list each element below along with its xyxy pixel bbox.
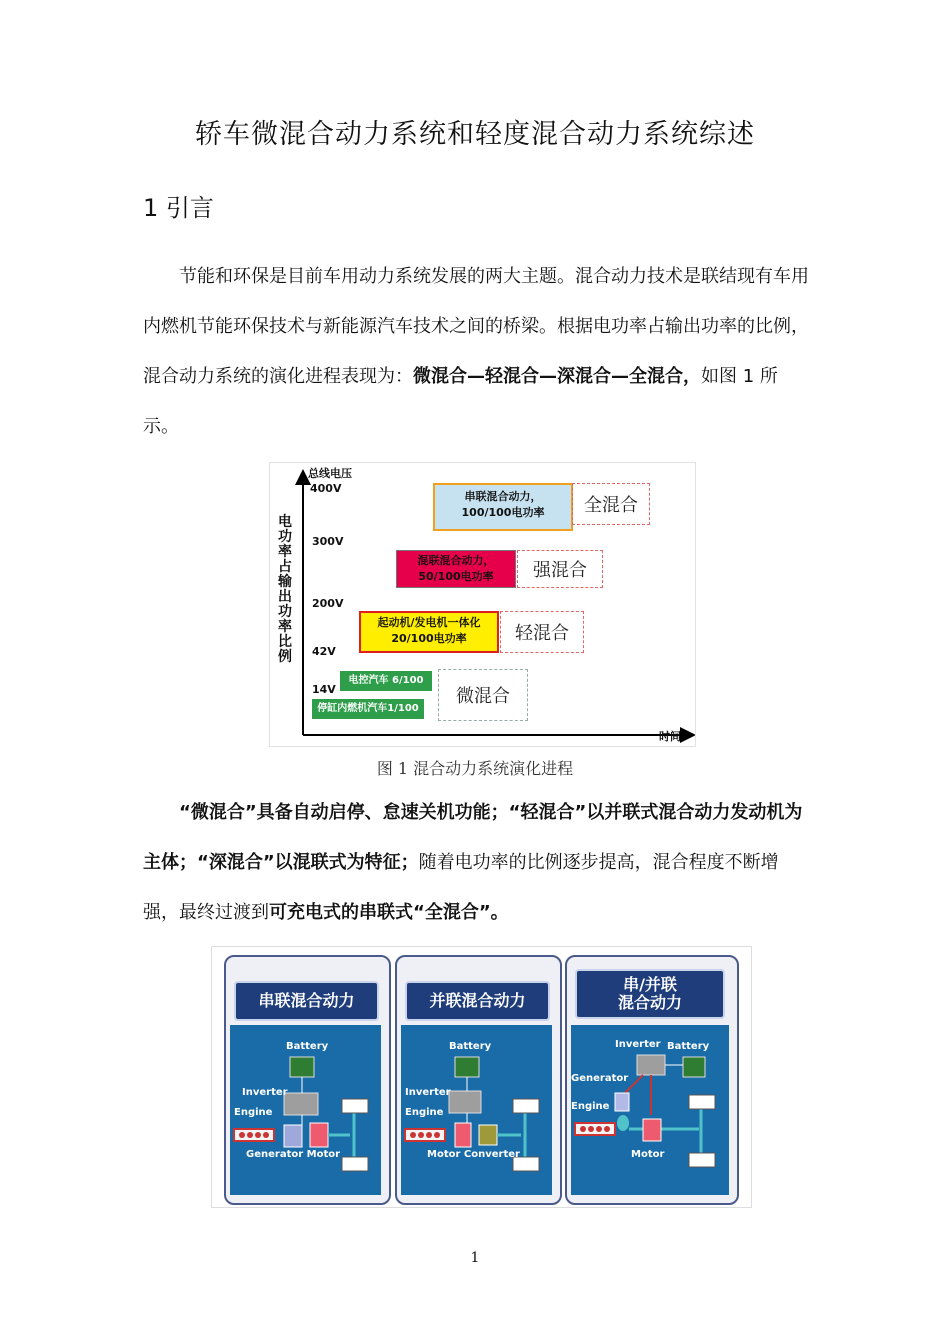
micro-hybrid-box-1: 电控汽车 6/100 <box>340 671 432 691</box>
battery-label: Battery <box>449 1041 492 1052</box>
feature-bold-2: 可充电式的串联式“全混合”。 <box>269 902 509 923</box>
strong-hybrid-line2: 50/100电功率 <box>418 570 494 583</box>
battery-block <box>455 1057 479 1077</box>
engine-label: Engine <box>571 1101 610 1112</box>
feature-bold-1: “微混合”具备自动启停、怠速关机功能；“轻混合”以并联式混合动力发动机为主体；“深混合”以混联式为特征； <box>143 802 803 873</box>
generator-block <box>615 1093 629 1111</box>
converter-block <box>479 1125 497 1145</box>
inverter-block <box>637 1055 665 1075</box>
generator-label: Generator <box>571 1073 629 1084</box>
intro-paragraph <box>143 252 809 452</box>
voltage-200: 200V <box>312 597 344 610</box>
series-parallel-hybrid-panel <box>565 955 739 1205</box>
micro-hybrid-tag: 微混合 <box>438 669 528 721</box>
intro-bold: 微混合—轻混合—深混合—全混合， <box>413 366 701 387</box>
battery-label: Battery <box>667 1041 710 1052</box>
series-hybrid-diagram <box>230 1025 381 1195</box>
parallel-hybrid-panel <box>395 955 562 1205</box>
series-hybrid-title: 串联混合动力 <box>234 981 379 1021</box>
figure-1-caption: 图 1 混合动力系统演化进程 <box>376 759 574 778</box>
parallel-hybrid-title: 并联混合动力 <box>405 981 550 1021</box>
battery-block <box>683 1057 705 1077</box>
inverter-label: Inverter <box>405 1087 451 1098</box>
voltage-300: 300V <box>312 535 344 548</box>
mild-hybrid-tag: 轻混合 <box>500 611 584 653</box>
motor-block <box>455 1123 471 1147</box>
motor-block <box>310 1123 328 1147</box>
doc-title: 轿车微混合动力系统和轻度混合动力系统综述 <box>195 119 755 150</box>
parallel-hybrid-diagram <box>401 1025 552 1195</box>
mild-hybrid-box <box>359 611 499 653</box>
full-hybrid-line1: 串联混合动力， <box>464 490 542 503</box>
micro-hybrid-box-2: 停缸内燃机汽车1/100 <box>312 699 424 719</box>
voltage-14: 14V <box>312 683 336 696</box>
generator-motor-label: Generator Motor <box>246 1149 341 1160</box>
battery-block <box>290 1057 314 1077</box>
section-heading: 1 引言 <box>143 194 214 222</box>
strong-hybrid-tag: 强混合 <box>517 550 603 588</box>
series-hybrid-panel <box>224 955 391 1205</box>
figure-1-evolution-chart <box>269 462 696 747</box>
mild-hybrid-line1: 起动机/发电机一体化 <box>377 616 481 629</box>
voltage-400: 400V <box>310 482 342 495</box>
series-parallel-title-line1: 串/并联 <box>623 975 677 994</box>
inverter-block <box>449 1091 481 1113</box>
voltage-42: 42V <box>312 645 336 658</box>
figure-2-hybrid-types <box>211 946 752 1208</box>
power-split-device <box>617 1115 629 1131</box>
intro-text-b: 如图 1 所示。 <box>143 366 778 437</box>
full-hybrid-box <box>433 483 573 531</box>
mild-hybrid-line2: 20/100电功率 <box>391 632 467 645</box>
series-parallel-hybrid-title <box>575 969 725 1019</box>
full-hybrid-tag: 全混合 <box>572 483 650 525</box>
engine-label: Engine <box>234 1107 273 1118</box>
engine-label: Engine <box>405 1107 444 1118</box>
intro-text-a: 节能和环保是目前车用动力系统发展的两大主题。混合动力技术是联结现有车用内燃机节能环保技术与新能源汽车技术之间的桥梁。根据电功率占输出功率的比例，混合动力系统的演化进程表现为： <box>143 266 809 387</box>
generator-block <box>284 1125 302 1147</box>
inverter-label: Inverter <box>615 1039 661 1050</box>
feature-paragraph <box>143 788 809 938</box>
strong-hybrid-box <box>396 550 516 588</box>
motor-label: Motor <box>631 1149 665 1160</box>
motor-converter-label: Motor Converter <box>427 1149 520 1160</box>
inverter-block <box>284 1093 318 1115</box>
series-parallel-title-line2: 混合动力 <box>617 993 682 1012</box>
time-label: 时间 <box>659 730 681 743</box>
full-hybrid-line2: 100/100电功率 <box>461 506 545 519</box>
inverter-label: Inverter <box>242 1087 288 1098</box>
bus-voltage-label: 总线电压 <box>308 467 352 480</box>
series-parallel-hybrid-diagram <box>571 1025 729 1195</box>
strong-hybrid-line1: 混联混合动力， <box>417 554 495 567</box>
motor-block <box>643 1119 661 1141</box>
y-axis-label: 电功率占输出功率比例 <box>278 514 292 665</box>
page-number: 1 <box>470 1250 480 1266</box>
battery-label: Battery <box>286 1041 329 1052</box>
feature-text: 随着电功率的比例逐步提高，混合程度不断增强，最终过渡到 <box>143 852 779 923</box>
